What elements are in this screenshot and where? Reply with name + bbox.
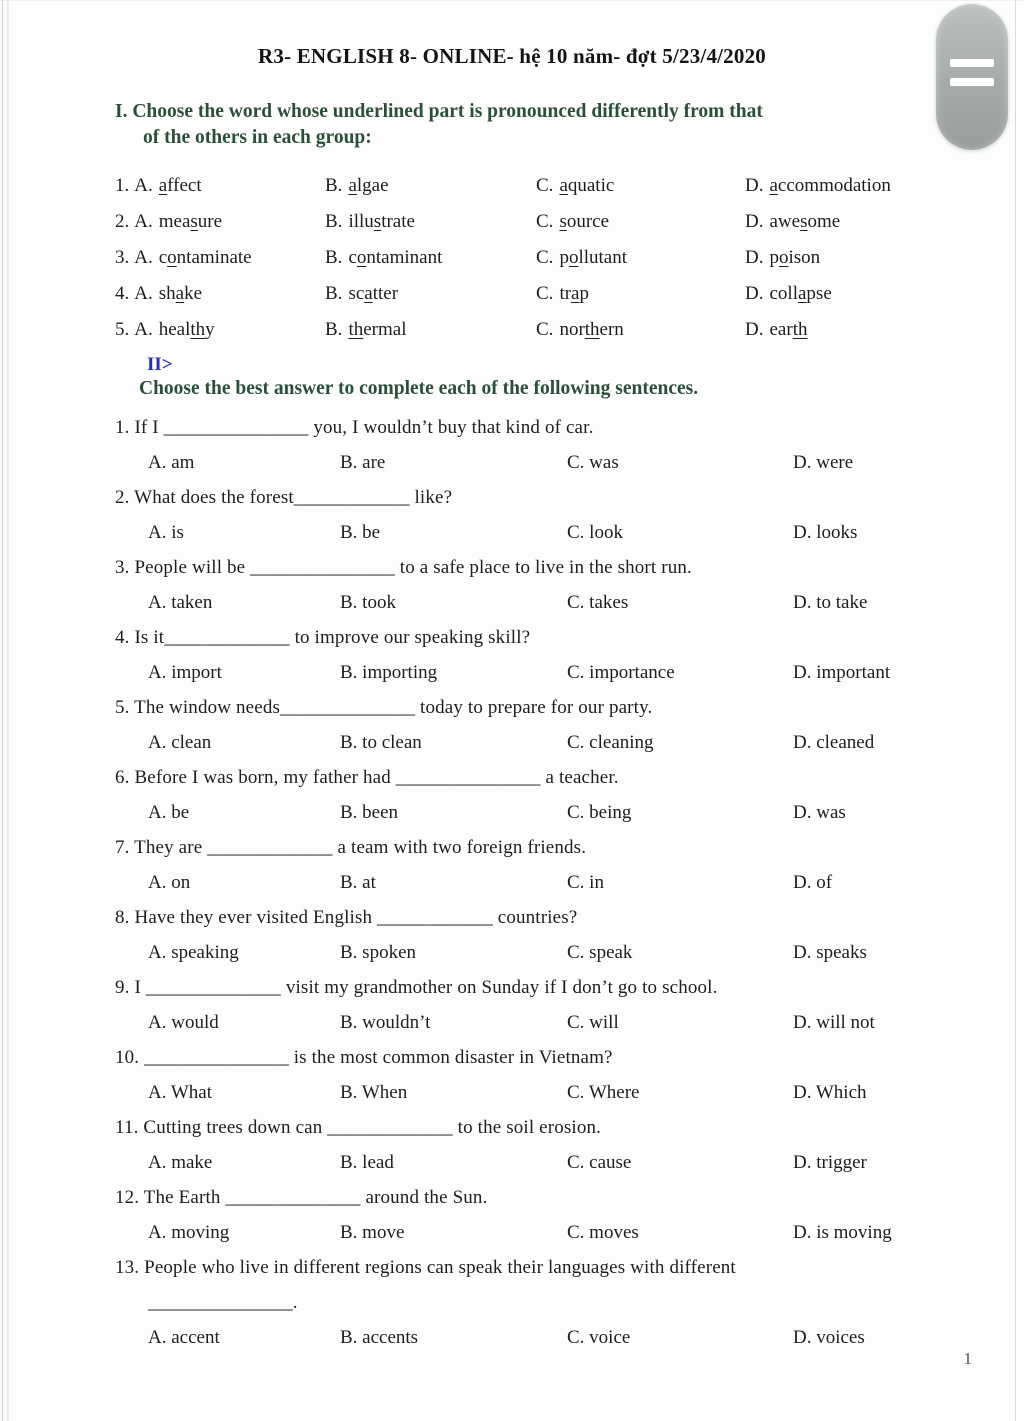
underlined-part: a [797, 283, 807, 304]
option-word: shake [158, 283, 203, 304]
option-b: B. importing [340, 662, 438, 683]
underlined-part: a [348, 175, 357, 196]
underlined-part: o [568, 247, 579, 268]
question-stem: 3. People will be _______________ to a safe place to live in the short run. [115, 557, 692, 578]
answer-options [115, 800, 996, 825]
option-word: contaminate [158, 247, 252, 268]
option-a: A. be [148, 802, 190, 823]
option-a: A. clean [148, 732, 212, 753]
option-d: D. looks [793, 522, 858, 543]
option-label: C. [536, 211, 554, 232]
option-word: awesome [769, 211, 841, 232]
underlined-part: th [348, 319, 364, 340]
option-label: B. [325, 247, 343, 268]
option-b: B. move [340, 1222, 405, 1243]
option-word: healthy [158, 319, 215, 340]
option-b: B. wouldn’t [340, 1012, 431, 1033]
question [115, 415, 996, 475]
pronunciation-option-d [745, 281, 996, 306]
answer-options [115, 730, 996, 755]
pronunciation-row [115, 209, 996, 234]
option-label: A. [134, 319, 153, 340]
underlined-part: s [373, 211, 382, 232]
option-c: C. cause [567, 1152, 632, 1173]
option-d: D. voices [793, 1327, 865, 1348]
underlined-part: s [800, 211, 808, 232]
option-d: D. of [793, 872, 833, 893]
option-d: D. trigger [793, 1152, 867, 1173]
option-label: D. [745, 319, 764, 340]
question [115, 975, 996, 1035]
option-b: B. took [340, 592, 396, 613]
pronunciation-option-c [536, 317, 745, 342]
item-number: 5. [115, 319, 130, 340]
option-label: A. [134, 247, 153, 268]
underlined-part: th [190, 319, 206, 340]
answer-options [115, 940, 996, 965]
pronunciation-option-c [536, 245, 745, 270]
option-d: D. important [793, 662, 891, 683]
answer-options [115, 660, 996, 685]
section1-heading-line1: I. Choose the word whose underlined part is pronounced differently from that [115, 101, 763, 122]
item-number: 3. [115, 247, 130, 268]
option-c: C. voice [567, 1327, 631, 1348]
option-word: earth [769, 319, 808, 340]
pronunciation-row [115, 281, 996, 306]
pronunciation-option-b [325, 209, 536, 234]
answer-options [115, 520, 996, 545]
section1-heading [115, 99, 996, 151]
option-a: A. make [148, 1152, 213, 1173]
option-label: B. [325, 283, 343, 304]
option-label: B. [325, 175, 343, 196]
option-a: A. taken [148, 592, 213, 613]
option-b: B. spoken [340, 942, 416, 963]
answer-options [115, 1150, 996, 1175]
option-label: B. [325, 211, 343, 232]
answer-options [115, 1325, 996, 1350]
option-b: B. When [340, 1082, 408, 1103]
option-label: D. [745, 283, 764, 304]
option-a: A. is [148, 522, 184, 543]
underlined-part: o [778, 247, 789, 268]
question-stem: 7. They are _____________ a team with two foreign friends. [115, 837, 587, 858]
option-c: C. takes [567, 592, 629, 613]
page-edge-left-inner [7, 0, 9, 1421]
underlined-part: a [364, 283, 373, 304]
underlined-part: a [571, 283, 580, 304]
option-a: A. import [148, 662, 222, 683]
question-stem: 13. People who live in different regions can speak their languages with different [115, 1257, 736, 1278]
underlined-part: o [356, 247, 367, 268]
page-number: 1 [963, 1349, 972, 1368]
option-label: C. [536, 175, 554, 196]
pronunciation-option-c [536, 281, 745, 306]
option-word: measure [158, 211, 223, 232]
answer-options [115, 590, 996, 615]
option-word: affect [158, 175, 202, 196]
pronunciation-option-a [115, 317, 325, 342]
option-word: aquatic [559, 175, 615, 196]
option-label: A. [134, 283, 153, 304]
pronunciation-option-a [115, 281, 325, 306]
option-b: B. lead [340, 1152, 394, 1173]
option-label: C. [536, 319, 554, 340]
underlined-part: s [190, 211, 198, 232]
option-word: scatter [348, 283, 399, 304]
question-stem: 2. What does the forest____________ like? [115, 487, 453, 508]
question [115, 555, 996, 615]
option-label: A. [134, 175, 153, 196]
question [115, 765, 996, 825]
item-number: 1. [115, 175, 130, 196]
pronunciation-option-c [536, 173, 745, 198]
option-c: C. moves [567, 1222, 639, 1243]
option-word: accommodation [769, 175, 891, 196]
option-b: B. accents [340, 1327, 419, 1348]
page-edge-left-outer [2, 0, 3, 1421]
question-stem: 4. Is it_____________ to improve our speaking skill? [115, 627, 531, 648]
underlined-part: a [769, 175, 778, 196]
option-label: B. [325, 319, 343, 340]
option-word: contaminant [348, 247, 443, 268]
option-c: C. will [567, 1012, 619, 1033]
pronunciation-option-b [325, 317, 536, 342]
option-c: C. importance [567, 662, 675, 683]
question [115, 1255, 996, 1350]
option-word: trap [559, 283, 589, 304]
pronunciation-option-b [325, 281, 536, 306]
option-a: A. accent [148, 1327, 220, 1348]
option-c: C. cleaning [567, 732, 654, 753]
option-a: A. on [148, 872, 191, 893]
question-stem: 1. If I _______________ you, I wouldn’t buy that kind of car. [115, 417, 594, 438]
item-number: 4. [115, 283, 130, 304]
answer-options [115, 1080, 996, 1105]
pronunciation-table [115, 173, 996, 342]
question [115, 1185, 996, 1245]
document-content [0, 99, 1024, 1350]
option-d: D. to take [793, 592, 868, 613]
pronunciation-row [115, 245, 996, 270]
option-d: D. cleaned [793, 732, 875, 753]
option-d: D. is moving [793, 1222, 892, 1243]
answer-options [115, 450, 996, 475]
pronunciation-option-c [536, 209, 745, 234]
option-word: thermal [348, 319, 407, 340]
option-word: poison [769, 247, 821, 268]
option-b: B. been [340, 802, 399, 823]
question [115, 485, 996, 545]
underlined-part: a [158, 175, 168, 196]
option-c: C. being [567, 802, 632, 823]
question [115, 835, 996, 895]
question-stem: 10. _______________ is the most common disaster in Vietnam? [115, 1047, 613, 1068]
option-label: D. [745, 247, 764, 268]
option-a: A. am [148, 452, 195, 473]
option-b: B. are [340, 452, 386, 473]
question [115, 695, 996, 755]
question-stem: 9. I ______________ visit my grandmother on Sunday if I don’t go to school. [115, 977, 718, 998]
option-b: B. be [340, 522, 381, 543]
question [115, 1115, 996, 1175]
option-c: C. look [567, 522, 623, 543]
option-d: D. Which [793, 1082, 867, 1103]
page-edge-top [0, 0, 1024, 1]
option-label: D. [745, 211, 764, 232]
pronunciation-option-d [745, 173, 996, 198]
option-d: D. will not [793, 1012, 875, 1033]
underlined-part: a [175, 283, 185, 304]
option-a: A. What [148, 1082, 213, 1103]
option-label: D. [745, 175, 764, 196]
section2-label: II> [147, 354, 173, 375]
option-word: illustrate [348, 211, 415, 232]
pronunciation-option-a [115, 245, 325, 270]
hamburger-line-icon [950, 59, 994, 67]
pronunciation-row [115, 173, 996, 198]
underlined-part: s [559, 211, 567, 232]
pronunciation-option-a [115, 173, 325, 198]
question [115, 625, 996, 685]
floating-scroll-handle[interactable] [936, 4, 1008, 150]
pronunciation-option-d [745, 317, 996, 342]
option-c: C. was [567, 452, 619, 473]
option-word: northern [559, 319, 624, 340]
option-a: A. would [148, 1012, 219, 1033]
option-label: C. [536, 283, 554, 304]
question-stem: 8. Have they ever visited English ____________ countries? [115, 907, 578, 928]
option-word: algae [348, 175, 389, 196]
option-word: source [559, 211, 610, 232]
option-a: A. speaking [148, 942, 239, 963]
option-b: B. at [340, 872, 376, 893]
question-list [115, 415, 996, 1350]
underlined-part: th [792, 319, 808, 340]
question-stem: 12. The Earth ______________ around the Sun. [115, 1187, 488, 1208]
pronunciation-option-b [325, 173, 536, 198]
option-label: A. [134, 211, 153, 232]
question-stem: 6. Before I was born, my father had _______________ a teacher. [115, 767, 619, 788]
item-number: 2. [115, 211, 130, 232]
option-a: A. moving [148, 1222, 230, 1243]
hamburger-line-icon [950, 78, 994, 86]
question-stem: 11. Cutting trees down can _____________ to the soil erosion. [115, 1117, 602, 1138]
option-c: C. in [567, 872, 604, 893]
underlined-part: o [167, 247, 177, 268]
answer-options [115, 1220, 996, 1245]
question-stem: 5. The window needs______________ today to prepare for our party. [115, 697, 653, 718]
option-d: D. were [793, 452, 854, 473]
option-word: pollutant [559, 247, 627, 268]
pronunciation-option-a [115, 209, 325, 234]
pronunciation-option-d [745, 209, 996, 234]
option-d: D. speaks [793, 942, 867, 963]
question [115, 905, 996, 965]
page-edge-right [1015, 0, 1016, 1421]
section1-heading-line2: of the others in each group: [143, 127, 372, 148]
underlined-part: a [559, 175, 568, 196]
question-stem-continued: _______________. [148, 1292, 298, 1313]
pronunciation-option-b [325, 245, 536, 270]
page-title: R3- ENGLISH 8- ONLINE- hệ 10 năm- đợt 5/23/4/2020 [258, 44, 766, 68]
underlined-part: th [584, 319, 600, 340]
answer-options [115, 1010, 996, 1035]
question [115, 1045, 996, 1105]
option-label: C. [536, 247, 554, 268]
option-c: C. Where [567, 1082, 640, 1103]
option-word: collapse [769, 283, 832, 304]
option-d: D. was [793, 802, 846, 823]
option-b: B. to clean [340, 732, 422, 753]
section2-heading: Choose the best answer to complete each of the following sentences. [139, 378, 699, 399]
answer-options [115, 870, 996, 895]
pronunciation-row [115, 317, 996, 342]
option-c: C. speak [567, 942, 633, 963]
pronunciation-option-d [745, 245, 996, 270]
